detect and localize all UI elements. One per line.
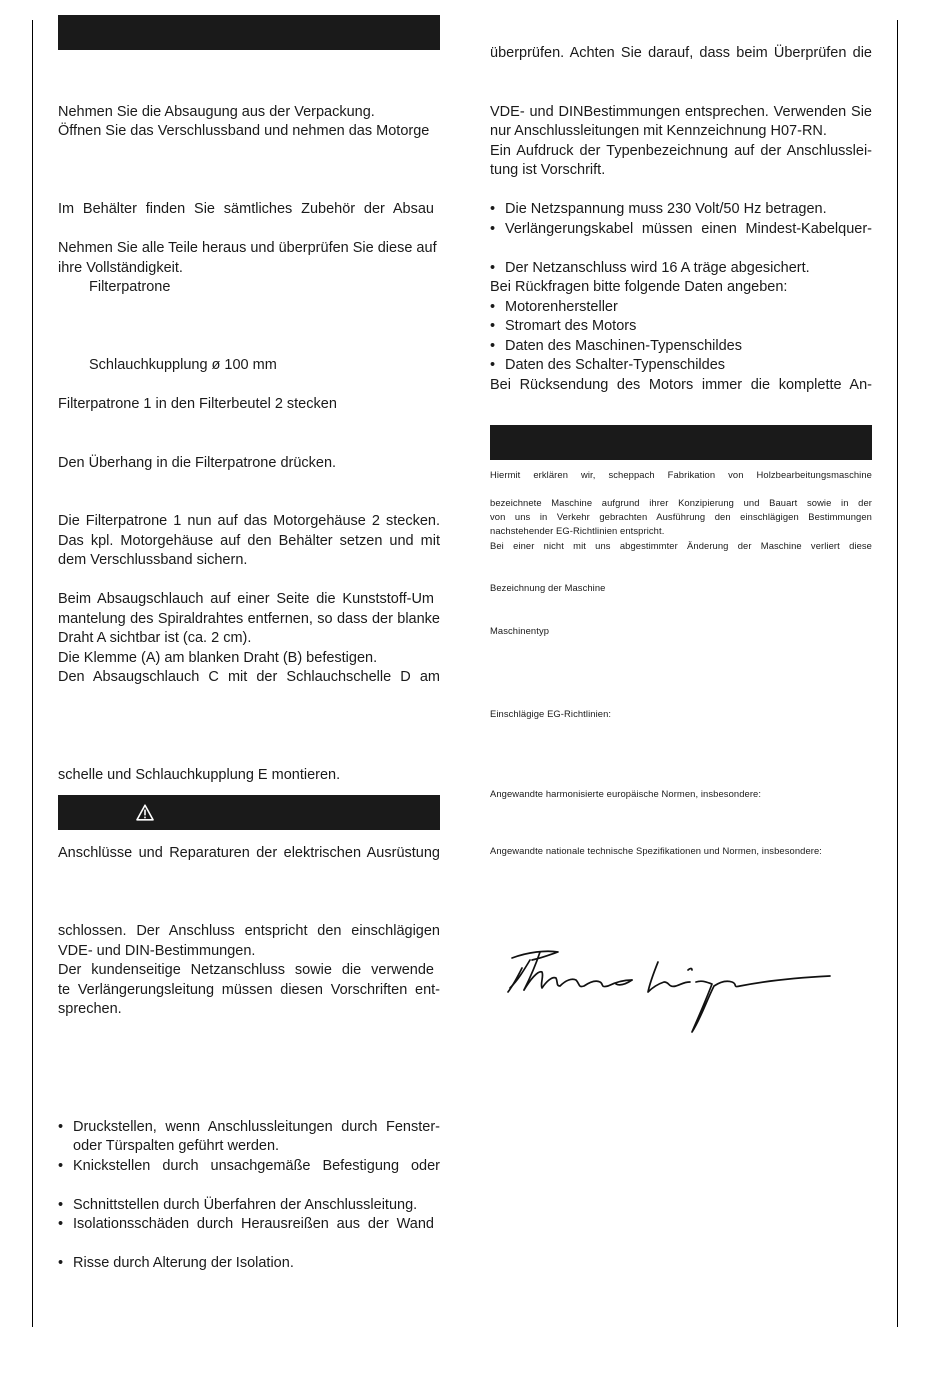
declaration-line: von uns in Verkehr gebrachten Ausführung den einschlägigen Bestimmungen (490, 511, 872, 522)
text-line: schelle und Schlauchkupplung E montieren. (58, 767, 341, 783)
text-line: dem Verschlussband sichern. (58, 552, 248, 568)
text-line: tung ist Vorschrift. (490, 162, 606, 178)
bullet-item: • Stromart des Motors (490, 317, 872, 337)
bullet-item: • Knickstellen durch unsachgemäße Befestigung oder (58, 1157, 440, 1177)
text-line: überprüfen. Achten Sie darauf, dass beim Überprüfen die (490, 45, 872, 61)
text-line: Den Absaugschlauch C mit der Schlauchschelle D am (58, 669, 440, 685)
bullet-item: • Druckstellen, wenn Anschlussleitungen durch Fenster- (58, 1118, 440, 1138)
bullet-item: • Daten des Schalter-Typenschildes (490, 356, 872, 376)
text-line: mantelung des Spiraldrahtes entfernen, so dass der blanke (58, 611, 440, 627)
text-line: Draht A sichtbar ist (ca. 2 cm). (58, 630, 252, 646)
field-label-machine-type: Maschinentyp (490, 625, 550, 636)
field-label-national-standards: Angewandte nationale technische Spezifikationen und Normen, insbesondere: (490, 845, 822, 856)
declaration-line: nachstehender EG-Richtlinien entspricht. (490, 525, 665, 536)
section-header-bar-assembly (58, 15, 440, 50)
bullet-item: • Der Netzanschluss wird 16 A träge abgesichert. (490, 259, 872, 279)
section-header-bar-conformity (490, 425, 872, 460)
declaration-line: Bei einer nicht mit uns abgestimmter Änderung der Maschine verliert diese (490, 540, 872, 551)
bullet-item: • Daten des Maschinen-Typenschildes (490, 337, 872, 357)
left-margin-line (32, 20, 33, 1327)
bullet-item: • Motorenhersteller (490, 298, 872, 318)
text-line: sprechen. (58, 1001, 122, 1017)
text-line: ihre Vollständigkeit. (58, 260, 183, 276)
field-label-harmonized-standards: Angewandte harmonisierte europäische Normen, insbesondere: (490, 788, 762, 799)
text-line: Bei Rückfragen bitte folgende Daten angeben: (490, 279, 788, 295)
text-line: VDE- und DIN-Bestimmungen. (58, 943, 256, 959)
text-line: Anschlüsse und Reparaturen der elektrischen Ausrüstung (58, 845, 440, 861)
bullet-item: • Die Netzspannung muss 230 Volt/50 Hz betragen. (490, 200, 872, 220)
right-margin-line (897, 20, 898, 1327)
bullet-item: • Verlängerungskabel müssen einen Mindest-Kabelquer- (490, 220, 872, 240)
text-line: VDE- und DINBestimmungen entsprechen. Verwenden Sie (490, 104, 872, 120)
warning-triangle-icon (136, 804, 154, 821)
text-line: Filterpatrone 1 in den Filterbeutel 2 stecken (58, 396, 337, 412)
text-line: Bei Rücksendung des Motors immer die komplette An- (490, 377, 872, 393)
bullet-item: • Schnittstellen durch Überfahren der Anschlussleitung. (58, 1196, 440, 1216)
parts-list-item: Schlauchkupplung ø 100 mm (89, 357, 277, 373)
text-line: Öffnen Sie das Verschlussband und nehmen das Motorge (58, 123, 430, 139)
text-line: nur Anschlussleitungen mit Kennzeichnung H07-RN. (490, 123, 827, 139)
parts-list-item: Filterpatrone (89, 279, 171, 295)
declaration-line: Hiermit erklären wir, scheppach Fabrikation von Holzbearbeitungsmaschine (490, 469, 872, 480)
text-line: Die Filterpatrone 1 nun auf das Motorgehäuse 2 stecken. (58, 513, 440, 529)
field-label-ec-directives: Einschlägige EG-Richtlinien: (490, 708, 612, 719)
text-line: Nehmen Sie alle Teile heraus und überprüfen Sie diese auf (58, 240, 437, 256)
text-line: Ein Aufdruck der Typenbezeichnung auf der Anschlusslei- (490, 143, 872, 159)
text-line: Der kundenseitige Netzanschluss sowie die verwende (58, 962, 434, 978)
field-label-machine-name: Bezeichnung der Maschine (490, 582, 606, 593)
declaration-line: bezeichnete Maschine aufgrund ihrer Konzipierung und Bauart sowie in der (490, 497, 872, 508)
text-line: Nehmen Sie die Absaugung aus der Verpackung. (58, 104, 375, 120)
text-line: Die Klemme (A) am blanken Draht (B) befestigen. (58, 650, 378, 666)
text-line: schlossen. Der Anschluss entspricht den einschlägigen (58, 923, 440, 939)
text-line: Den Überhang in die Filterpatrone drücken. (58, 455, 337, 471)
handwritten-signature (500, 940, 840, 1040)
text-line: te Verlängerungsleitung müssen diesen Vorschriften ent- (58, 982, 440, 998)
text-line: Das kpl. Motorgehäuse auf den Behälter setzen und mit (58, 533, 440, 549)
bullet-item-continuation: oder Türspalten geführt werden. (73, 1138, 280, 1154)
bullet-item: • Risse durch Alterung der Isolation. (58, 1254, 440, 1274)
bullet-item: • Isolationsschäden durch Herausreißen aus der Wand (58, 1215, 434, 1235)
section-header-bar-electrical (58, 795, 440, 830)
text-line: Beim Absaugschlauch auf einer Seite die Kunststoff-Um (58, 591, 434, 607)
text-line: Im Behälter finden Sie sämtliches Zubehör der Absau (58, 201, 434, 217)
